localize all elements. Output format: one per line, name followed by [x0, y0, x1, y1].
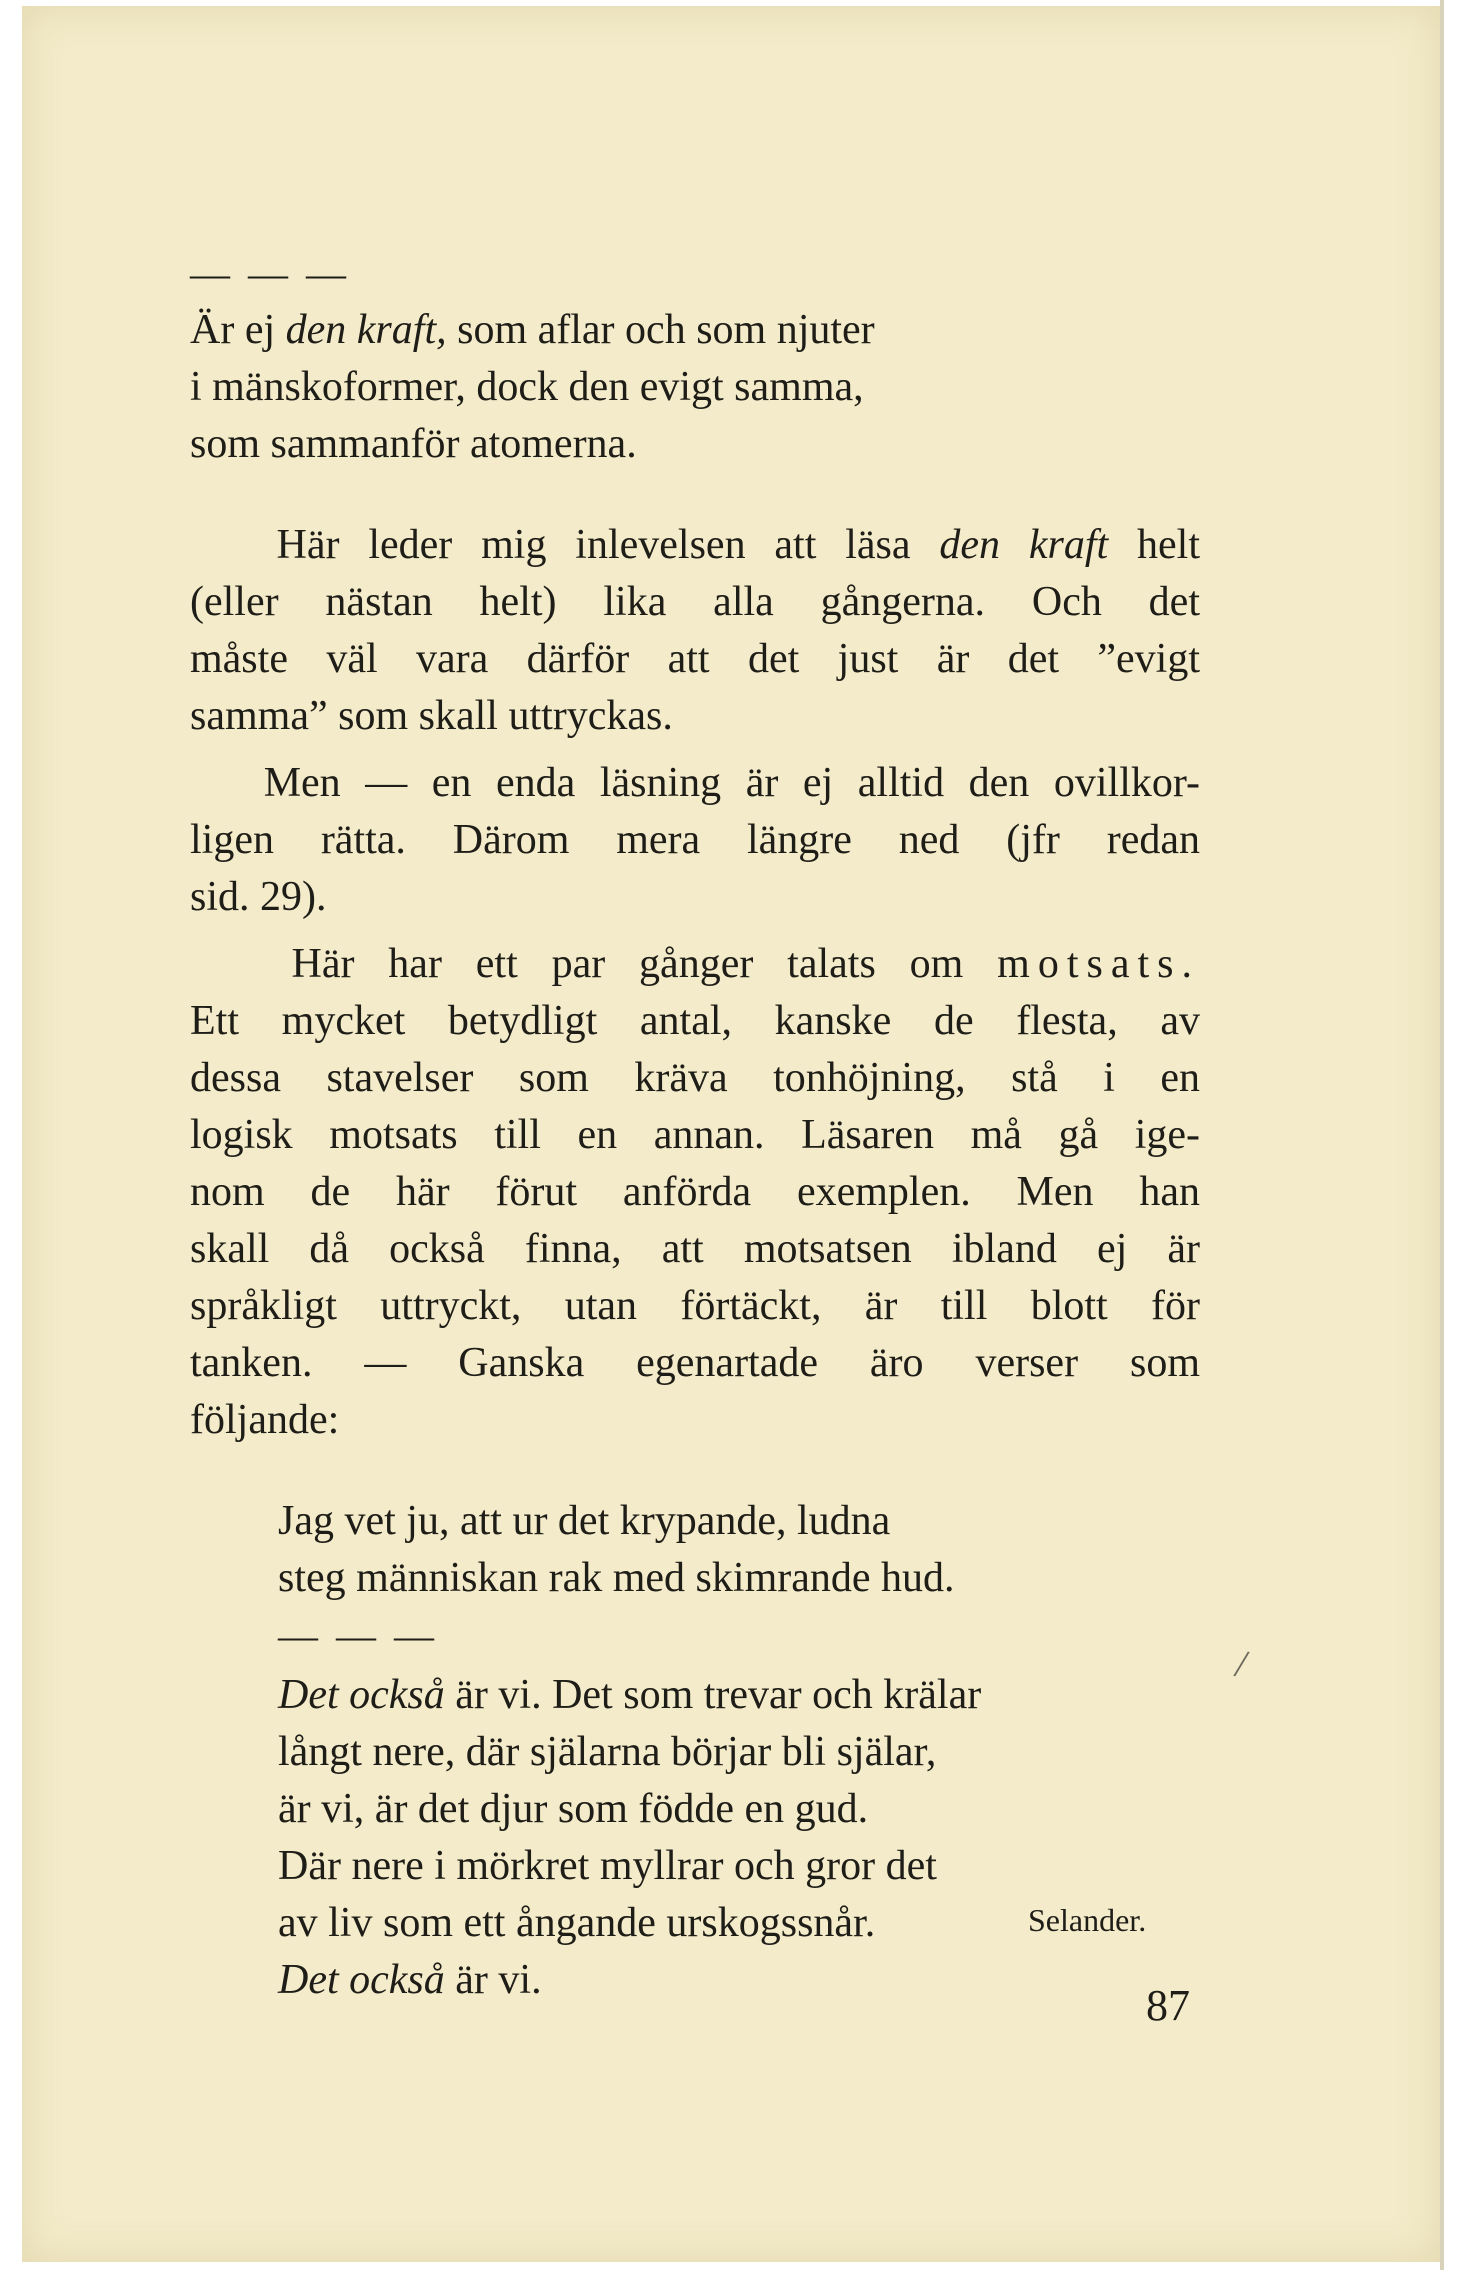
paragraph-line: (eller nästan helt) lika alla gångerna. Och det	[190, 579, 1200, 625]
paragraph-line	[190, 936, 1200, 993]
section-dashes: — — —	[190, 251, 350, 296]
paragraph-line: dessa stavelser som kräva tonhöjning, stå i en	[190, 1055, 1200, 1101]
signature: Selander.	[1028, 1902, 1147, 1938]
verse-line	[278, 1667, 1200, 1724]
stanza-text: Är ej	[190, 307, 286, 353]
paragraph-line: nom de här förut anförda exemplen. Men han	[190, 1169, 1200, 1215]
verse-line: Där nere i mörkret myllrar och gror det	[278, 1843, 937, 1889]
paragraph-line	[190, 517, 1200, 574]
verse-line: av liv som ett ångande urskogssnår.	[278, 1900, 876, 1946]
paragraph-text: helt	[1108, 522, 1201, 568]
verse-line: långt nere, där själarna börjar bli själar,	[278, 1729, 937, 1775]
verse-line	[278, 1952, 1200, 2009]
page-text	[190, 245, 1200, 2009]
page-edge	[1440, 0, 1444, 2270]
verse-italic: Det också	[278, 1672, 445, 1718]
verse-line: är vi, är det djur som födde en gud.	[278, 1786, 869, 1832]
verse-dashes: — — —	[278, 1613, 438, 1658]
spaced-word: motsats.	[997, 941, 1200, 987]
margin-mark-icon: /	[1231, 1640, 1252, 1687]
paragraph-line: måste väl vara därför att det just är det ”evigt	[190, 636, 1200, 682]
verse-italic: Det också	[278, 1957, 445, 2003]
paragraph-line: Ett mycket betydligt antal, kanske de flesta, av	[190, 998, 1200, 1044]
paragraph-line: språkligt uttryckt, utan förtäckt, är till blott för	[190, 1283, 1200, 1329]
paragraph-text: Här har ett par gånger talats om	[291, 941, 998, 987]
paragraph-text: Men — en enda läsning är ej alltid den ovillkor-	[263, 760, 1200, 806]
stanza-line: som sammanför atomerna.	[190, 421, 637, 467]
paragraph-line: samma” som skall uttryckas.	[190, 693, 673, 739]
paragraph-line: följande:	[190, 1397, 340, 1443]
paragraph-italic: den kraft	[939, 522, 1109, 568]
paragraph-line: skall då också finna, att motsatsen ibland ej är	[190, 1226, 1200, 1272]
verse-line: steg människan rak med skimrande hud.	[278, 1555, 955, 1601]
paragraph-line	[190, 755, 1200, 812]
verse-text: är vi.	[444, 1957, 542, 2003]
verse-text: är vi. Det som trevar och krälar	[444, 1672, 982, 1718]
verse-line: Jag vet ju, att ur det krypande, ludna	[278, 1498, 891, 1544]
stanza-line: i mänskoformer, dock den evigt samma,	[190, 364, 864, 410]
paragraph-line: ligen rätta. Därom mera längre ned (jfr redan	[190, 817, 1200, 863]
stanza-text: som aflar och som njuter	[446, 307, 875, 353]
paragraph-line: tanken. — Ganska egenartade äro verser som	[190, 1340, 1200, 1386]
paragraph-text: Här leder mig inlevelsen att läsa	[276, 522, 940, 568]
page-number: 87	[1146, 1981, 1190, 2030]
stanza-italic: den kraft,	[285, 307, 447, 353]
stanza-line	[190, 302, 1200, 359]
paragraph-line: logisk motsats till en annan. Läsaren må gå ige-	[190, 1112, 1200, 1158]
paragraph-line: sid. 29).	[190, 874, 327, 920]
